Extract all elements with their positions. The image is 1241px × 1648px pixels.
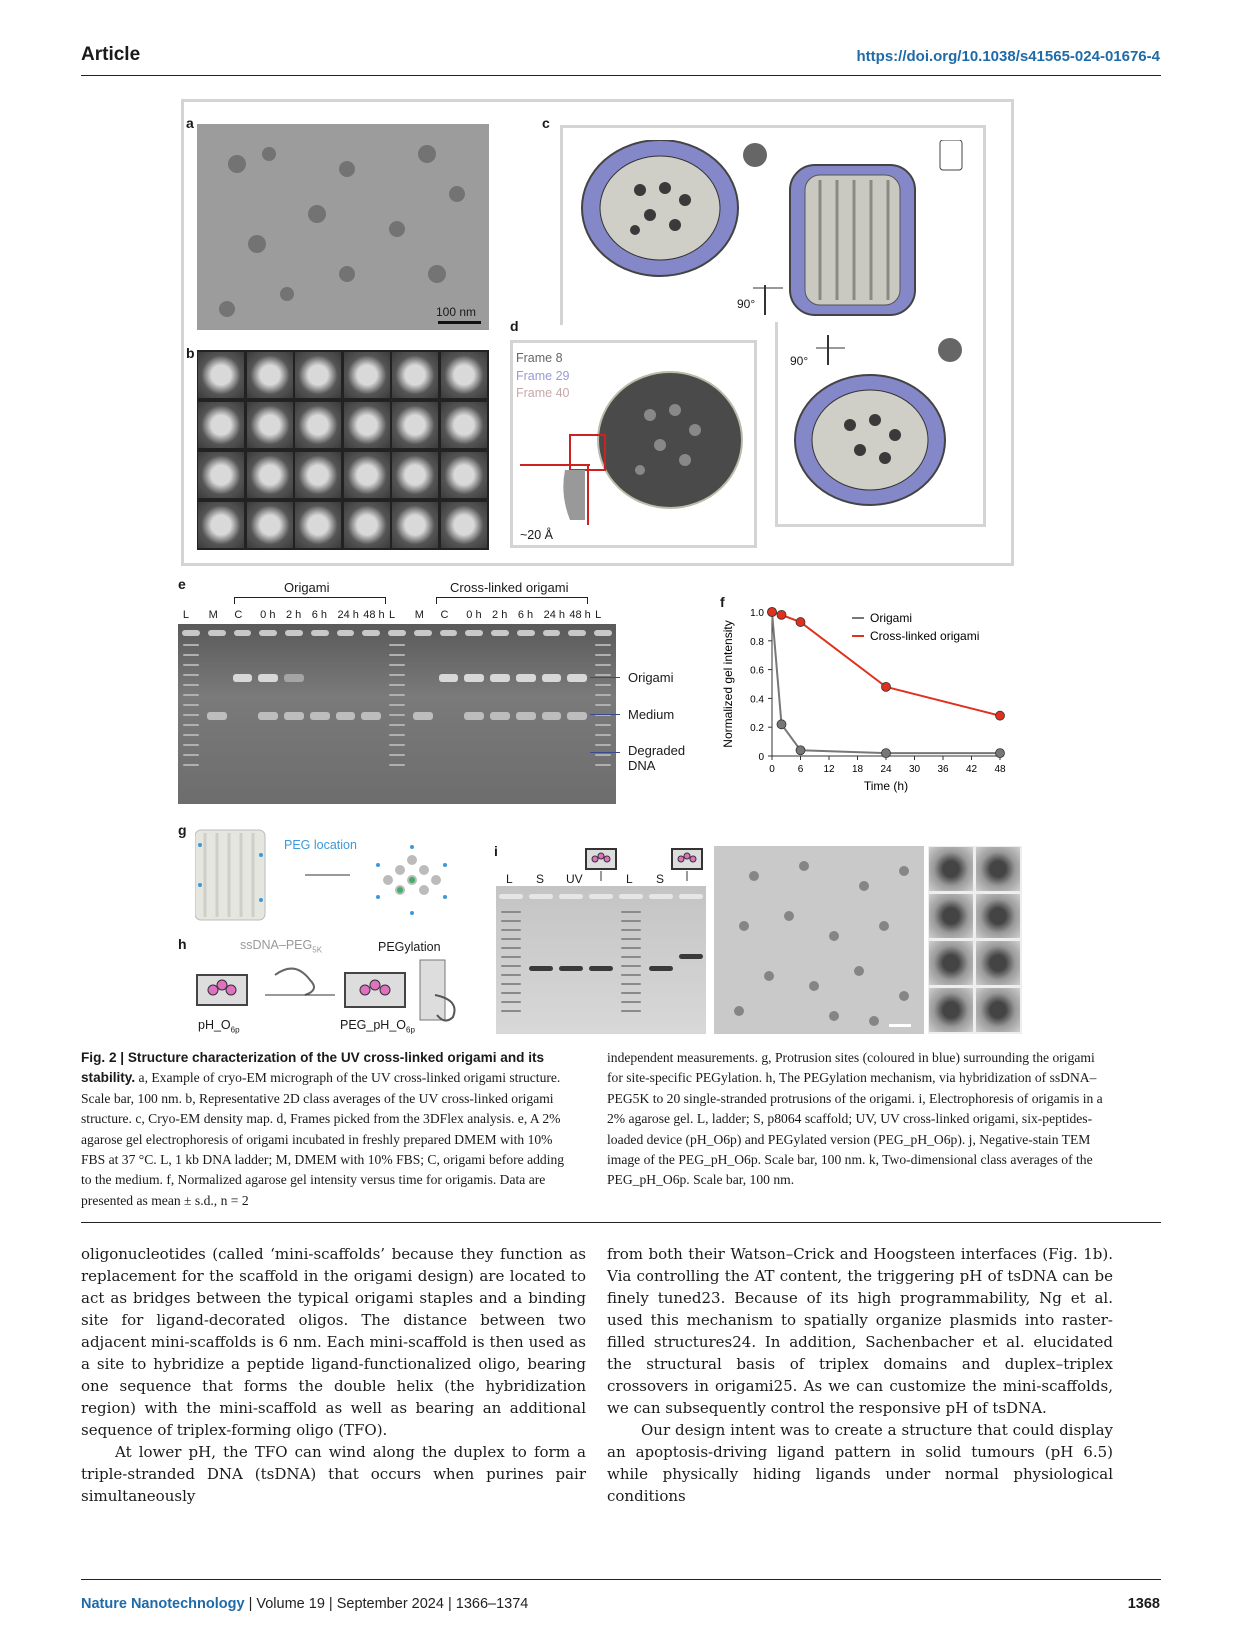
tem-particles — [714, 846, 924, 1034]
gel-e-ladder-band — [595, 764, 611, 766]
gel-e-well — [543, 630, 561, 636]
gel-e-medium-band — [284, 712, 304, 720]
pegylation-mechanism-diagram — [195, 955, 470, 1025]
negative-stain-tem — [714, 846, 924, 1034]
class-average-tile — [198, 352, 244, 398]
gel-e-well — [208, 630, 226, 636]
gel-i-sample-band — [589, 966, 613, 971]
footer-journal — [81, 1596, 528, 1612]
gel-group-crosslinked: Cross-linked origami — [450, 580, 569, 595]
gel-e-ladder-band — [389, 734, 405, 736]
ph-o6p-text: pH_O — [198, 1018, 231, 1032]
x-tick-label: 18 — [851, 764, 864, 775]
panel-i-label: i — [494, 843, 498, 859]
gel-e-ladder-band — [389, 744, 405, 746]
rotation-label-1: 90° — [737, 297, 756, 311]
gel-i-sample-band — [529, 966, 553, 971]
class-average-tile — [295, 402, 341, 448]
gel-e-origami-band — [516, 674, 536, 682]
gel-e-well — [517, 630, 535, 636]
panel-d-label: d — [510, 318, 519, 334]
body-col1-p1: oligonucleotides (called ‘mini-scaffolds’ because they function as replacement for the scaffold in the origami design) are located to act as bridges between the typical origami staples and a binding site for ligand-decorated oligos. The distance between two adjacent mini-scaffolds is 6 nm. Each mini-scaffold is then used as a site to hybridize a peptide ligand-functionalized oligo, bearing one sequence that forms the double helix (the hybridization region) with the mini-scaffold as well as bearing an additional sequence of triplex-forming oligo (TFO). — [81, 1245, 586, 1439]
gel-e-ladder-band — [389, 724, 405, 726]
gel-i-lane-label: L — [626, 872, 633, 886]
band-label-medium: Medium — [628, 707, 675, 722]
gel-e-well — [182, 630, 200, 636]
gel-e-ladder-band — [389, 654, 405, 656]
class-average-tile — [392, 402, 438, 448]
x-tick-label: 24 — [880, 764, 892, 775]
frame29-label: Frame 29 — [516, 369, 570, 383]
gel-e-origami-band — [542, 674, 562, 682]
gel-i-sample-band — [679, 954, 703, 959]
frame8-label: Frame 8 — [516, 351, 563, 365]
data-point — [777, 720, 786, 729]
gel-e-well — [414, 630, 432, 636]
gel-i-well — [559, 894, 583, 899]
panel-f-label: f — [720, 594, 725, 610]
gel-e-medium-band — [413, 712, 433, 720]
gel-e-ladder-band — [183, 764, 199, 766]
gel-e-ladder-band — [595, 744, 611, 746]
class-average-tile — [441, 352, 487, 398]
gel-i-ladder-band — [621, 938, 641, 940]
gel-e-lane-label: 6 h — [517, 609, 534, 621]
data-point — [996, 711, 1005, 720]
gel-e-lane-label: 48 h — [569, 609, 591, 621]
cryo-em-micrograph — [197, 124, 489, 330]
gel-e-ladder-band — [183, 684, 199, 686]
class-average-tile — [295, 452, 341, 498]
band-label-degraded-line2: DNA — [628, 758, 656, 773]
gel-e-medium-band — [542, 712, 562, 720]
caption-lead: Fig. 2 | Structure characterization of the UV cross-linked origami and its stability. — [81, 1050, 545, 1086]
gel-i-well — [649, 894, 673, 899]
gel-i-ladder-band — [501, 956, 521, 958]
gel-i-ladder-band — [621, 956, 641, 958]
gel-e-medium-band — [490, 712, 510, 720]
rotation-label-2: 90° — [790, 354, 809, 368]
gel-e-ladder-band — [183, 744, 199, 746]
gel-i-lane-label: S — [656, 872, 665, 886]
class-averages-grid — [197, 350, 489, 550]
caption-left — [81, 1048, 576, 1211]
gel-bracket-1 — [234, 597, 386, 604]
caption-left-text: a, Example of cryo-EM micrograph of the UV cross-linked origami structure. Scale bar, 100 nm. b, Representative 2D class averages of the UV cross-linked origami structure. c, Cryo-EM density map. d, Frames picked from the 3DFlex analysis. e, A 2% agarose gel electrophoresis of origami incubated in freshly prepared DMEM with 10% FBS at 37 °C. L, 1 kb DNA ladder; M, DMEM with 10% FBS; C, origami before adding to the medium. f, Normalized agarose gel intensity versus time for origamis. Data are presented as mean ± s.d., n = 2 — [81, 1070, 565, 1208]
gel-e-well — [285, 630, 303, 636]
class-average-tile — [344, 402, 390, 448]
gel-e-lane-label: L — [182, 609, 189, 621]
gel-e-ladder-band — [389, 664, 405, 666]
class-average-k-tile — [976, 894, 1020, 938]
peg-location-label: PEG location — [284, 838, 357, 852]
gel-group-origami: Origami — [284, 580, 330, 595]
x-tick-label: 36 — [937, 764, 949, 775]
class-average-tile — [247, 502, 293, 548]
frame40-label: Frame 40 — [516, 386, 570, 400]
gel-e-well — [337, 630, 355, 636]
gel-e-lane-label: 2 h — [285, 609, 302, 621]
gel-e-origami-band — [258, 674, 278, 682]
flex-frames-render — [520, 365, 750, 530]
gel-i-lane-label: S — [536, 872, 545, 886]
footer-rule — [81, 1579, 1161, 1580]
gel-e-ladder-band — [595, 664, 611, 666]
panel-g-label: g — [178, 822, 187, 838]
x-tick-label: 48 — [994, 764, 1006, 775]
distance-label: ~20 Å — [520, 528, 554, 542]
class-average-k-tile — [929, 941, 973, 985]
class-average-tile — [392, 352, 438, 398]
gel-e-ladder-band — [595, 734, 611, 736]
gel-e-lane-label: L — [389, 609, 396, 621]
gel-e-ladder-band — [389, 674, 405, 676]
gel-e-lane-label: 0 h — [260, 609, 276, 621]
gel-i-ladder-band — [501, 929, 521, 931]
gel-i-ladder-band — [621, 929, 641, 931]
gel-e-ladder-band — [595, 694, 611, 696]
class-average-tile — [344, 352, 390, 398]
ph-o6p-label — [198, 1018, 240, 1035]
body-col1-p2: At lower pH, the TFO can wind along the duplex to form a triple-stranded DNA (tsDNA) that occurs when purines pair simultaneously — [81, 1443, 586, 1505]
panel-h-label: h — [178, 936, 187, 952]
gel-intensity-chart — [716, 600, 1036, 800]
gel-e-origami-band — [284, 674, 304, 682]
gel-e-well — [362, 630, 380, 636]
gel-e-well — [234, 630, 252, 636]
gel-e-lane-label: 2 h — [492, 609, 508, 621]
class-average-tile — [441, 502, 487, 548]
gel-i-ladder-band — [621, 911, 641, 913]
gel-e-ladder-band — [595, 644, 611, 646]
gel-i-ladder-band — [501, 974, 521, 976]
legend-label: Cross-linked origami — [870, 629, 980, 643]
gel-e-medium-band — [207, 712, 227, 720]
peg-ph-o6p-text: PEG_pH_O — [340, 1018, 407, 1032]
ssdna-peg-sub: 5K — [312, 945, 323, 955]
gel-e-ladder-band — [389, 714, 405, 716]
gel-e-well — [388, 630, 406, 636]
gel-e-well — [594, 630, 612, 636]
class-average-k-tile — [929, 894, 973, 938]
y-tick-label: 1.0 — [750, 608, 764, 619]
gel-i-ladder-band — [621, 1001, 641, 1003]
gel-e-ladder-band — [183, 664, 199, 666]
ssdna-peg-text: ssDNA–PEG — [240, 938, 313, 952]
gel-i-well — [499, 894, 523, 899]
gel-i-ladder-band — [621, 974, 641, 976]
gel-e-medium-band — [516, 712, 536, 720]
y-tick-label: 0 — [758, 752, 764, 763]
gel-e-lane-label: C — [234, 609, 243, 621]
data-point — [796, 618, 805, 627]
scale-bar-label-a: 100 nm — [436, 305, 477, 319]
band-label-degraded — [628, 743, 685, 773]
gel-i-ladder-band — [501, 920, 521, 922]
x-axis-label: Time (h) — [863, 779, 909, 793]
gel-e-lane-label: 48 h — [363, 609, 385, 621]
series-line — [772, 612, 1000, 716]
data-point — [882, 749, 891, 758]
class-average-tile — [247, 452, 293, 498]
gel-i-well — [619, 894, 643, 899]
caption-right: independent measurements. g, Protrusion sites (coloured in blue) surrounding the origami for site-specific PEGylation. h, The PEGylation mechanism, via hybridization of ssDNA–PEG5K to 20 single-stranded protrusions of the origami. i, Electrophoresis of origamis in a 2% agarose gel. L, ladder; S, p8064 scaffold; UV, UV cross-linked origami, six-peptides-loaded device (pH_O6p) and PEGylated version (PEG_pH_O6p). j, Negative-stain TEM image of the PEG_pH_O6p. Scale bar, 100 nm. k, Two-dimensional class averages of the PEG_pH_O6p. Scale bar, 100 nm. — [607, 1050, 1103, 1188]
gel-e-ladder-band — [183, 724, 199, 726]
gel-i-ladder-band — [501, 1010, 521, 1012]
gel-e-ladder-band — [389, 764, 405, 766]
gel-i-ladder-band — [501, 992, 521, 994]
gel-i-ladder-band — [501, 983, 521, 985]
x-tick-label: 42 — [965, 764, 978, 775]
gel-e-ladder-band — [389, 684, 405, 686]
panel-e-label: e — [178, 576, 186, 592]
gel-e-well — [440, 630, 458, 636]
gel-e-well — [465, 630, 483, 636]
gel-e-origami-band — [233, 674, 253, 682]
peg-ph-o6p-sub: 6p — [406, 1025, 415, 1035]
data-point — [768, 608, 777, 617]
gel-e-medium-band — [567, 712, 587, 720]
legend-label: Origami — [870, 611, 913, 625]
gel-i-sample-band — [559, 966, 583, 971]
gel-i-ladder-band — [621, 920, 641, 922]
gel-e-lane-label: 6 h — [311, 609, 327, 621]
journal-issue: | Volume 19 | September 2024 | 1366–1374 — [244, 1596, 529, 1612]
body-column-1 — [81, 1243, 586, 1507]
data-point — [882, 682, 891, 691]
gel-e-well — [259, 630, 277, 636]
gel-i-ladder-band — [621, 992, 641, 994]
gel-i-ladder-band — [501, 947, 521, 949]
class-average-tile — [392, 452, 438, 498]
header-rule — [81, 75, 1161, 76]
gel-e-well — [311, 630, 329, 636]
band-label-origami: Origami — [628, 670, 674, 685]
gel-e-lane-label: 24 h — [543, 609, 565, 621]
gel-e-well — [568, 630, 586, 636]
micrograph-particles — [197, 124, 489, 330]
gel-e-ladder-band — [183, 644, 199, 646]
gel-e-ladder-band — [595, 684, 611, 686]
y-tick-label: 0.8 — [750, 636, 764, 648]
scale-bar-a — [438, 321, 481, 324]
gel-e-medium-band — [361, 712, 381, 720]
gel-e-lane-label: M — [414, 609, 424, 621]
panel-a-label: a — [186, 115, 194, 131]
gel-e-ladder-band — [389, 754, 405, 756]
gel-i-ladder-band — [621, 947, 641, 949]
x-tick-label: 12 — [823, 764, 835, 775]
gel-i-well — [589, 894, 613, 899]
gel-e-lane-labels — [178, 609, 616, 623]
class-average-k-tile — [976, 847, 1020, 891]
y-tick-label: 0.6 — [750, 665, 764, 677]
data-point — [777, 610, 786, 619]
gel-e-lane-label: C — [440, 609, 449, 621]
gel-i-lane-labels — [496, 872, 706, 886]
page-number: 1368 — [1127, 1596, 1160, 1612]
gel-e-medium-band — [464, 712, 484, 720]
class-average-tile — [344, 452, 390, 498]
gel-e-ladder-band — [183, 654, 199, 656]
gel-e-ladder-band — [389, 644, 405, 646]
y-tick-label: 0.4 — [750, 694, 764, 706]
gel-e-ladder-band — [183, 674, 199, 676]
body-col2-p2: Our design intent was to create a structure that could display an apoptosis-driving ligand pattern in solid tumours (pH 6.5) while physically hiding ligands under normal physiological conditions — [607, 1421, 1113, 1505]
gel-i-lane-label: L — [506, 872, 513, 886]
class-average-k-tile — [929, 988, 973, 1032]
gel-e-origami-band — [567, 674, 587, 682]
class-average-tile — [247, 402, 293, 448]
peg-ph-o6p-label — [340, 1018, 415, 1035]
panel-b-label: b — [186, 345, 195, 361]
article-label: Article — [81, 44, 141, 65]
gel-e-medium-band — [258, 712, 278, 720]
gel-e-origami-band — [464, 674, 484, 682]
medium-band-pointer — [590, 714, 620, 715]
gel-e-medium-band — [336, 712, 356, 720]
class-average-tile — [198, 402, 244, 448]
gel-e-ladder-band — [595, 724, 611, 726]
gel-i-well — [529, 894, 553, 899]
journal-name[interactable]: Nature Nanotechnology — [81, 1596, 245, 1612]
class-average-k-tile — [976, 941, 1020, 985]
band-label-degraded-line1: Degraded — [628, 743, 686, 758]
class-average-tile — [295, 502, 341, 548]
gel-e-ladder-band — [183, 694, 199, 696]
gel-e-ladder-band — [183, 754, 199, 756]
caption-rule — [81, 1222, 1161, 1223]
gel-e-ladder-band — [183, 734, 199, 736]
gel-i-ladder-band — [501, 965, 521, 967]
class-average-tile — [198, 452, 244, 498]
class-average-tile — [344, 502, 390, 548]
gel-e-ladder-band — [595, 704, 611, 706]
degraded-band-pointer — [590, 752, 620, 753]
gel-i-ladder-band — [621, 965, 641, 967]
gel-i-lane-label: UV — [566, 872, 583, 886]
x-tick-label: 30 — [908, 764, 921, 775]
gel-e-lane-label: 0 h — [466, 609, 482, 621]
gel-e-ladder-band — [595, 674, 611, 676]
class-average-tile — [441, 452, 487, 498]
gel-e-origami-band — [439, 674, 459, 682]
gel-i-ladder-band — [621, 983, 641, 985]
ph-o6p-sub: 6p — [230, 1025, 240, 1035]
y-tick-label: 0.2 — [750, 723, 764, 735]
class-average-tile — [441, 402, 487, 448]
class-average-k-tile — [929, 847, 973, 891]
gel-e-ladder-band — [595, 654, 611, 656]
gel-e-ladder-band — [389, 704, 405, 706]
gel-e-image — [178, 624, 616, 804]
gel-e-ladder-band — [389, 694, 405, 696]
gel-e-ladder-band — [183, 704, 199, 706]
gel-e-ladder-band — [595, 754, 611, 756]
class-average-tile — [247, 352, 293, 398]
gel-e-origami-band — [490, 674, 510, 682]
gel-i-ladder-band — [621, 1010, 641, 1012]
gel-bracket-2 — [436, 597, 588, 604]
gel-e-lane-label: 24 h — [337, 609, 359, 621]
gel-i-ladder-band — [501, 911, 521, 913]
data-point — [796, 746, 805, 755]
gel-e-ladder-band — [183, 714, 199, 716]
panel-c-label: c — [542, 115, 550, 131]
gel-i-ladder-band — [501, 938, 521, 940]
body-column-2 — [607, 1243, 1113, 1507]
ssdna-peg-label — [240, 938, 322, 955]
gel-e-well — [491, 630, 509, 636]
gel-e-lane-label: M — [208, 609, 218, 621]
gel-i-well — [679, 894, 703, 899]
class-average-k-tile — [976, 988, 1020, 1032]
x-tick-label: 6 — [797, 764, 804, 775]
data-point — [996, 749, 1005, 758]
gel-i-sample-band — [649, 966, 673, 971]
doi-link[interactable]: https://doi.org/10.1038/s41565-024-01676-4 — [856, 48, 1160, 65]
body-col2-p1: from both their Watson–Crick and Hoogsteen interfaces (Fig. 1b). Via controlling the AT content, the triggering pH of tsDNA can be finely tuned23. Because of its high programmability, Ng et al. used this mechanism to spatially organize plasmids into raster-filled structures24. In addition, Sachenbacher et al. elucidated the structural basis of triplex domains and duplex–triplex crossovers in origami25. As we can customize the mini-scaffolds, we can subsequently control the responsive pH of tsDNA. — [607, 1245, 1113, 1417]
x-tick-label: 0 — [769, 764, 775, 775]
gel-i-ladder-band — [501, 1001, 521, 1003]
class-average-tile — [198, 502, 244, 548]
gel-e-lane-label: L — [595, 609, 602, 621]
class-average-tile — [392, 502, 438, 548]
origami-band-pointer — [590, 677, 620, 678]
y-axis-label: Normalized gel intensity — [721, 620, 735, 748]
gel-i-image — [496, 886, 706, 1034]
pegylation-label: PEGylation — [378, 940, 441, 954]
gel-e-medium-band — [310, 712, 330, 720]
class-average-tile — [295, 352, 341, 398]
class-averages-k — [928, 846, 1022, 1034]
